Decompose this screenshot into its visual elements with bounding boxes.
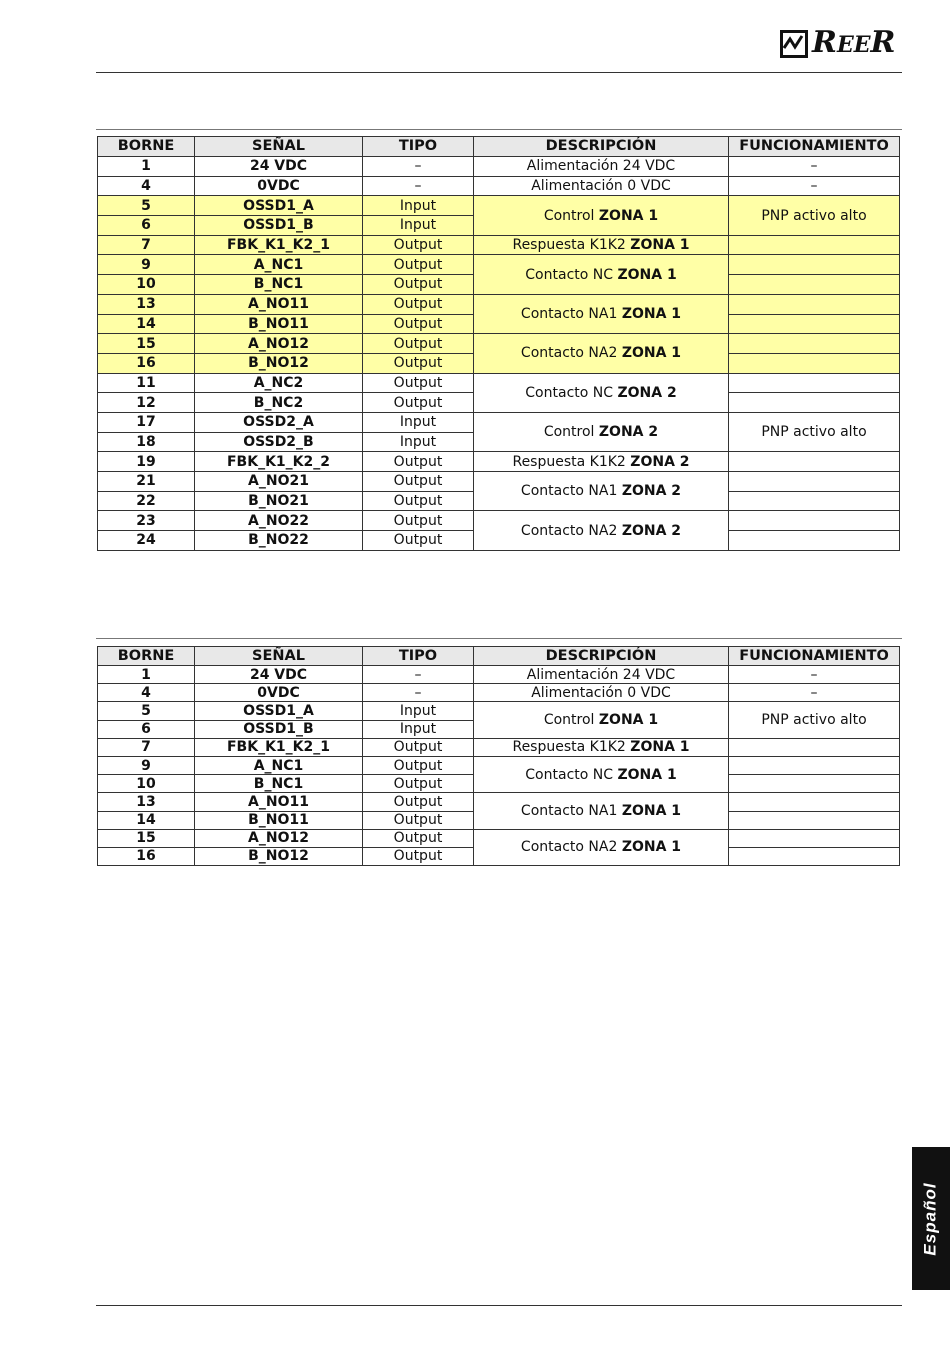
- col-header-descripcion: DESCRIPCIÓN: [474, 647, 729, 666]
- zona-label: ZONA 1: [621, 345, 682, 362]
- funcionamiento-cell: –: [729, 157, 900, 177]
- descripcion-cell: [474, 738, 729, 756]
- descripcion-cell: [474, 511, 729, 550]
- col-header-tipo: TIPO: [363, 137, 474, 157]
- tipo-cell: Input: [363, 702, 474, 720]
- senal-cell: FBK_K1_K2_2: [195, 452, 363, 472]
- tipo-cell: Output: [363, 314, 474, 334]
- pinout-table-2: [97, 646, 900, 866]
- borne-cell: 16: [98, 847, 195, 865]
- col-header-descripcion: DESCRIPCIÓN: [474, 137, 729, 157]
- tipo-cell: Input: [363, 412, 474, 432]
- funcionamiento-cell: [729, 353, 900, 373]
- borne-cell: 14: [98, 811, 195, 829]
- table-row: [98, 684, 900, 702]
- table-header-row: [98, 647, 900, 666]
- table1-top-rule: [96, 129, 902, 130]
- borne-cell: 13: [98, 793, 195, 811]
- borne-cell: 13: [98, 294, 195, 314]
- descripcion-text: Contacto NC: [525, 384, 618, 401]
- tipo-cell: Output: [363, 738, 474, 756]
- borne-cell: 23: [98, 511, 195, 531]
- borne-cell: 9: [98, 255, 195, 275]
- tipo-cell: Output: [363, 294, 474, 314]
- funcionamiento-cell: [729, 314, 900, 334]
- tipo-cell: Output: [363, 235, 474, 255]
- table-row: [98, 511, 900, 531]
- senal-cell: B_NO11: [195, 314, 363, 334]
- tipo-cell: Input: [363, 216, 474, 236]
- descripcion-text: Alimentación 24 VDC: [526, 666, 676, 683]
- descripcion-cell: [474, 829, 729, 865]
- borne-cell: 15: [98, 334, 195, 354]
- descripcion-cell: [474, 452, 729, 472]
- descripcion-text: Contacto NA1: [520, 306, 622, 322]
- tipo-cell: Input: [363, 720, 474, 738]
- senal-cell: FBK_K1_K2_1: [195, 738, 363, 756]
- tipo-cell: Output: [363, 452, 474, 472]
- tipo-cell: Output: [363, 255, 474, 275]
- senal-cell: B_NO12: [195, 353, 363, 373]
- zona-label: ZONA 1: [621, 306, 682, 322]
- borne-cell: 11: [98, 373, 195, 393]
- descripcion-cell: [474, 666, 729, 684]
- descripcion-cell: [474, 255, 729, 294]
- reer-logo: [780, 27, 895, 61]
- table-row: [98, 334, 900, 354]
- table-header-row: [98, 137, 900, 157]
- descripcion-text: Respuesta K1K2: [512, 453, 631, 470]
- funcionamiento-cell: [729, 756, 900, 774]
- tipo-cell: –: [363, 176, 474, 196]
- descripcion-text: Respuesta K1K2: [512, 237, 631, 254]
- senal-cell: OSSD1_A: [195, 702, 363, 720]
- borne-cell: 6: [98, 720, 195, 738]
- funcionamiento-cell: PNP activo alto: [729, 412, 900, 451]
- table-row: [98, 793, 900, 811]
- descripcion-cell: [474, 702, 729, 738]
- header-rule: [96, 72, 902, 73]
- descripcion-text: Contacto NA2: [520, 345, 622, 362]
- tipo-cell: Output: [363, 373, 474, 393]
- col-header-senal: SEÑAL: [195, 647, 363, 666]
- funcionamiento-cell: [729, 334, 900, 354]
- tipo-cell: Input: [363, 196, 474, 216]
- reer-logo-text: REER: [812, 25, 896, 60]
- senal-cell: A_NO12: [195, 829, 363, 847]
- borne-cell: 19: [98, 452, 195, 472]
- funcionamiento-cell: [729, 255, 900, 275]
- senal-cell: 24 VDC: [195, 666, 363, 684]
- descripcion-text: Respuesta K1K2: [512, 739, 631, 756]
- zona-label: ZONA 2: [621, 522, 682, 539]
- senal-cell: 0VDC: [195, 176, 363, 196]
- col-header-tipo: TIPO: [363, 647, 474, 666]
- tipo-cell: Output: [363, 275, 474, 295]
- descripcion-cell: [474, 684, 729, 702]
- funcionamiento-cell: [729, 235, 900, 255]
- tipo-cell: Output: [363, 829, 474, 847]
- descripcion-text: Control: [543, 424, 599, 441]
- funcionamiento-cell: [729, 793, 900, 811]
- zona-label: ZONA 1: [630, 237, 690, 254]
- tipo-cell: –: [363, 684, 474, 702]
- zona-label: ZONA 1: [617, 766, 677, 783]
- descripcion-cell: [474, 176, 729, 196]
- senal-cell: B_NO22: [195, 531, 363, 551]
- tipo-cell: –: [363, 157, 474, 177]
- table-row: [98, 196, 900, 216]
- borne-cell: 7: [98, 235, 195, 255]
- funcionamiento-cell: [729, 738, 900, 756]
- funcionamiento-cell: PNP activo alto: [729, 196, 900, 235]
- tipo-cell: Output: [363, 775, 474, 793]
- tipo-cell: Output: [363, 511, 474, 531]
- funcionamiento-cell: [729, 511, 900, 531]
- descripcion-text: Contacto NC: [525, 266, 618, 283]
- col-header-funcionamiento: FUNCIONAMIENTO: [729, 137, 900, 157]
- table-row: [98, 666, 900, 684]
- funcionamiento-cell: [729, 531, 900, 551]
- senal-cell: B_NC2: [195, 393, 363, 413]
- senal-cell: A_NC1: [195, 756, 363, 774]
- table-row: [98, 157, 900, 177]
- senal-cell: B_NC1: [195, 275, 363, 295]
- footer-rule: [96, 1305, 902, 1306]
- table-row: [98, 373, 900, 393]
- senal-cell: A_NO11: [195, 793, 363, 811]
- zona-label: ZONA 2: [630, 453, 690, 470]
- senal-cell: FBK_K1_K2_1: [195, 235, 363, 255]
- senal-cell: A_NC2: [195, 373, 363, 393]
- funcionamiento-cell: [729, 275, 900, 295]
- table-row: [98, 829, 900, 847]
- tipo-cell: Output: [363, 531, 474, 551]
- senal-cell: 0VDC: [195, 684, 363, 702]
- senal-cell: A_NO11: [195, 294, 363, 314]
- funcionamiento-cell: [729, 452, 900, 472]
- zona-label: ZONA 1: [621, 803, 682, 819]
- senal-cell: OSSD1_A: [195, 196, 363, 216]
- borne-cell: 24: [98, 531, 195, 551]
- tipo-cell: Output: [363, 847, 474, 865]
- tipo-cell: Output: [363, 472, 474, 492]
- senal-cell: 24 VDC: [195, 157, 363, 177]
- senal-cell: A_NO22: [195, 511, 363, 531]
- table-row: [98, 255, 900, 275]
- descripcion-text: Alimentación 0 VDC: [531, 684, 671, 701]
- borne-cell: 9: [98, 756, 195, 774]
- col-header-borne: BORNE: [98, 137, 195, 157]
- zona-label: ZONA 2: [598, 424, 659, 441]
- descripcion-text: Alimentación 24 VDC: [526, 158, 676, 175]
- borne-cell: 18: [98, 432, 195, 452]
- language-tab-label: Español: [921, 1181, 940, 1256]
- senal-cell: OSSD2_A: [195, 412, 363, 432]
- borne-cell: 5: [98, 196, 195, 216]
- language-tab: [912, 1147, 950, 1290]
- tipo-cell: Output: [363, 491, 474, 511]
- zona-label: ZONA 1: [617, 266, 677, 283]
- descripcion-text: Control: [543, 712, 599, 729]
- funcionamiento-cell: [729, 811, 900, 829]
- col-header-borne: BORNE: [98, 647, 195, 666]
- descripcion-text: Contacto NA2: [520, 522, 622, 539]
- tipo-cell: Output: [363, 393, 474, 413]
- funcionamiento-cell: –: [729, 684, 900, 702]
- senal-cell: A_NO12: [195, 334, 363, 354]
- reer-logo-mark-icon: [780, 30, 808, 58]
- borne-cell: 17: [98, 412, 195, 432]
- descripcion-cell: [474, 196, 729, 235]
- borne-cell: 15: [98, 829, 195, 847]
- table-row: [98, 412, 900, 432]
- funcionamiento-cell: [729, 472, 900, 492]
- descripcion-text: Contacto NA1: [520, 483, 622, 500]
- descripcion-text: Alimentación 0 VDC: [531, 178, 671, 195]
- pinout-table-1: [97, 136, 900, 551]
- table-row: [98, 235, 900, 255]
- borne-cell: 10: [98, 775, 195, 793]
- borne-cell: 12: [98, 393, 195, 413]
- tipo-cell: Input: [363, 432, 474, 452]
- funcionamiento-cell: [729, 847, 900, 865]
- borne-cell: 1: [98, 666, 195, 684]
- tipo-cell: Output: [363, 756, 474, 774]
- zona-label: ZONA 2: [617, 384, 677, 401]
- senal-cell: A_NC1: [195, 255, 363, 275]
- table-row: [98, 472, 900, 492]
- zona-label: ZONA 1: [621, 839, 682, 856]
- borne-cell: 10: [98, 275, 195, 295]
- descripcion-cell: [474, 235, 729, 255]
- descripcion-cell: [474, 472, 729, 511]
- senal-cell: B_NO12: [195, 847, 363, 865]
- funcionamiento-cell: [729, 775, 900, 793]
- borne-cell: 1: [98, 157, 195, 177]
- descripcion-text: Control: [543, 207, 599, 224]
- descripcion-cell: [474, 756, 729, 792]
- descripcion-cell: [474, 373, 729, 412]
- col-header-senal: SEÑAL: [195, 137, 363, 157]
- senal-cell: B_NO21: [195, 491, 363, 511]
- funcionamiento-cell: [729, 373, 900, 393]
- descripcion-cell: [474, 294, 729, 333]
- descripcion-cell: [474, 793, 729, 829]
- senal-cell: OSSD1_B: [195, 720, 363, 738]
- funcionamiento-cell: –: [729, 666, 900, 684]
- senal-cell: A_NO21: [195, 472, 363, 492]
- borne-cell: 5: [98, 702, 195, 720]
- funcionamiento-cell: –: [729, 176, 900, 196]
- funcionamiento-cell: [729, 294, 900, 314]
- descripcion-cell: [474, 412, 729, 451]
- funcionamiento-cell: PNP activo alto: [729, 702, 900, 738]
- tipo-cell: Output: [363, 353, 474, 373]
- funcionamiento-cell: [729, 829, 900, 847]
- descripcion-text: Contacto NA1: [520, 803, 622, 819]
- zona-label: ZONA 1: [630, 739, 690, 756]
- descripcion-text: Contacto NA2: [520, 839, 622, 856]
- table-row: [98, 756, 900, 774]
- borne-cell: 14: [98, 314, 195, 334]
- tipo-cell: Output: [363, 793, 474, 811]
- table-row: [98, 452, 900, 472]
- senal-cell: OSSD2_B: [195, 432, 363, 452]
- zona-label: ZONA 1: [598, 712, 659, 729]
- borne-cell: 7: [98, 738, 195, 756]
- descripcion-cell: [474, 157, 729, 177]
- borne-cell: 22: [98, 491, 195, 511]
- borne-cell: 4: [98, 684, 195, 702]
- tipo-cell: Output: [363, 334, 474, 354]
- borne-cell: 4: [98, 176, 195, 196]
- senal-cell: OSSD1_B: [195, 216, 363, 236]
- borne-cell: 21: [98, 472, 195, 492]
- table-row: [98, 738, 900, 756]
- zona-label: ZONA 2: [621, 483, 682, 500]
- zona-label: ZONA 1: [598, 207, 659, 224]
- senal-cell: B_NC1: [195, 775, 363, 793]
- borne-cell: 6: [98, 216, 195, 236]
- tipo-cell: –: [363, 666, 474, 684]
- table-row: [98, 294, 900, 314]
- col-header-funcionamiento: FUNCIONAMIENTO: [729, 647, 900, 666]
- borne-cell: 16: [98, 353, 195, 373]
- table2-top-rule: [96, 638, 902, 639]
- funcionamiento-cell: [729, 393, 900, 413]
- table-row: [98, 702, 900, 720]
- funcionamiento-cell: [729, 491, 900, 511]
- senal-cell: B_NO11: [195, 811, 363, 829]
- descripcion-cell: [474, 334, 729, 373]
- tipo-cell: Output: [363, 811, 474, 829]
- table-row: [98, 176, 900, 196]
- descripcion-text: Contacto NC: [525, 766, 618, 783]
